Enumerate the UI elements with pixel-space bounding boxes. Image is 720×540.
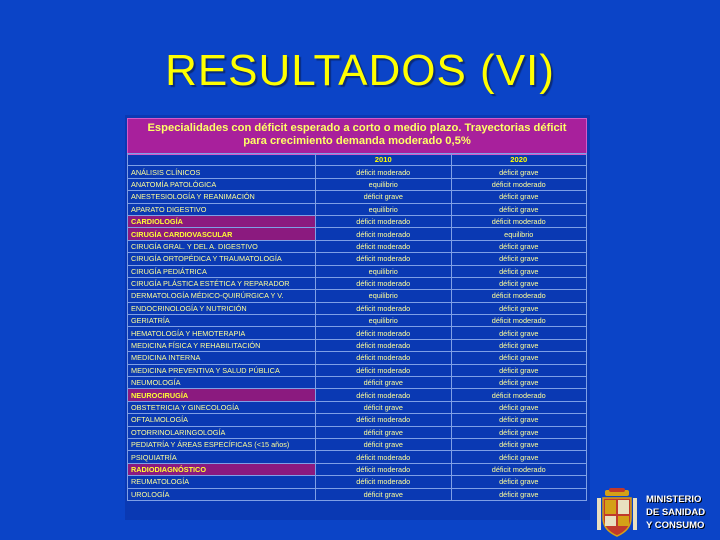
value-2010: déficit grave: [316, 488, 452, 500]
specialty-name: PSIQUIATRÍA: [128, 451, 316, 463]
table-row: [128, 401, 587, 413]
value-2020: déficit grave: [451, 327, 587, 339]
table-row: [128, 327, 587, 339]
column-header-2020: 2020: [451, 154, 587, 166]
ministry-line1: MINISTERIO: [646, 494, 702, 505]
value-2020: déficit grave: [451, 277, 587, 289]
table-row: [128, 166, 587, 178]
table-row: [128, 438, 587, 450]
value-2010: déficit moderado: [316, 215, 452, 227]
specialty-name: MEDICINA INTERNA: [128, 352, 316, 364]
table-row: [128, 203, 587, 215]
table-header: [127, 118, 587, 155]
value-2010: déficit moderado: [316, 463, 452, 475]
value-2020: déficit grave: [451, 166, 587, 178]
value-2010: déficit moderado: [316, 451, 452, 463]
specialty-name: DERMATOLOGÍA MÉDICO-QUIRÚRGICA Y V.: [128, 290, 316, 302]
coat-of-arms-icon: [597, 488, 637, 538]
column-header-specialty: [128, 154, 316, 166]
value-2020: déficit moderado: [451, 389, 587, 401]
value-2010: déficit moderado: [316, 389, 452, 401]
table-row: [128, 290, 587, 302]
specialty-name: MEDICINA PREVENTIVA Y SALUD PÚBLICA: [128, 364, 316, 376]
value-2020: déficit grave: [451, 377, 587, 389]
specialty-name: CIRUGÍA GRAL. Y DEL A. DIGESTIVO: [128, 240, 316, 252]
value-2010: déficit moderado: [316, 352, 452, 364]
table-row: [128, 228, 587, 240]
specialty-name: REUMATOLOGÍA: [128, 476, 316, 488]
value-2020: déficit grave: [451, 364, 587, 376]
column-header-2010: 2010: [316, 154, 452, 166]
value-2020: déficit grave: [451, 339, 587, 351]
value-2010: déficit moderado: [316, 253, 452, 265]
specialty-name: NEUROCIRUGÍA: [128, 389, 316, 401]
table-row: [128, 253, 587, 265]
specialty-name: OFTALMOLOGÍA: [128, 414, 316, 426]
specialty-name: MEDICINA FÍSICA Y REHABILITACIÓN: [128, 339, 316, 351]
specialty-name: CIRUGÍA PLÁSTICA ESTÉTICA Y REPARADOR: [128, 277, 316, 289]
specialty-name: ANESTESIOLOGÍA Y REANIMACIÓN: [128, 191, 316, 203]
table-row: [128, 178, 587, 190]
table-row: [128, 352, 587, 364]
table-row: [128, 315, 587, 327]
value-2020: déficit grave: [451, 476, 587, 488]
specialty-name: CARDIOLOGÍA: [128, 215, 316, 227]
value-2010: déficit moderado: [316, 302, 452, 314]
table-header-line1: Especialidades con déficit esperado a corto o medio plazo. Trayectorias déficit: [147, 122, 567, 134]
value-2010: déficit moderado: [316, 166, 452, 178]
table-row: [128, 451, 587, 463]
value-2020: déficit grave: [451, 253, 587, 265]
specialty-name: NEUMOLOGÍA: [128, 377, 316, 389]
specialty-name: ENDOCRINOLOGÍA Y NUTRICIÓN: [128, 302, 316, 314]
table-row: [128, 476, 587, 488]
table-row: [128, 463, 587, 475]
value-2020: déficit grave: [451, 438, 587, 450]
value-2010: déficit moderado: [316, 339, 452, 351]
specialty-name: HEMATOLOGÍA Y HEMOTERAPIA: [128, 327, 316, 339]
table-row: [128, 426, 587, 438]
value-2010: equilibrio: [316, 203, 452, 215]
value-2010: déficit moderado: [316, 476, 452, 488]
value-2010: déficit grave: [316, 401, 452, 413]
specialties-table: [125, 115, 590, 520]
value-2020: déficit grave: [451, 401, 587, 413]
value-2020: déficit grave: [451, 352, 587, 364]
value-2020: déficit moderado: [451, 463, 587, 475]
specialty-name: OTORRINOLARINGOLOGÍA: [128, 426, 316, 438]
table-header-line2: para crecimiento demanda moderado 0,5%: [243, 135, 471, 147]
value-2010: déficit moderado: [316, 228, 452, 240]
specialty-name: GERIATRÍA: [128, 315, 316, 327]
value-2020: déficit moderado: [451, 290, 587, 302]
table-row: [128, 265, 587, 277]
specialty-name: CIRUGÍA ORTOPÉDICA Y TRAUMATOLOGÍA: [128, 253, 316, 265]
specialty-name: ANATOMÍA PATOLÓGICA: [128, 178, 316, 190]
table-row: [128, 215, 587, 227]
table-row: [128, 377, 587, 389]
value-2020: déficit grave: [451, 302, 587, 314]
table-row: [128, 488, 587, 500]
ministry-logo-text: [646, 493, 720, 532]
value-2020: déficit grave: [451, 203, 587, 215]
value-2010: equilibrio: [316, 265, 452, 277]
value-2020: déficit grave: [451, 488, 587, 500]
specialty-name: UROLOGÍA: [128, 488, 316, 500]
table-row: [128, 339, 587, 351]
table-row: [128, 414, 587, 426]
table-row: [128, 240, 587, 252]
table-row: [128, 389, 587, 401]
value-2010: déficit grave: [316, 191, 452, 203]
value-2020: equilibrio: [451, 228, 587, 240]
value-2010: equilibrio: [316, 290, 452, 302]
table-row: [128, 191, 587, 203]
value-2010: déficit moderado: [316, 327, 452, 339]
value-2010: equilibrio: [316, 315, 452, 327]
value-2020: déficit moderado: [451, 178, 587, 190]
specialty-name: RADIODIAGNÓSTICO: [128, 463, 316, 475]
value-2010: equilibrio: [316, 178, 452, 190]
value-2010: déficit moderado: [316, 240, 452, 252]
ministry-line3: Y CONSUMO: [646, 520, 705, 531]
specialty-name: CIRUGÍA PEDIÁTRICA: [128, 265, 316, 277]
value-2020: déficit grave: [451, 265, 587, 277]
value-2020: déficit grave: [451, 240, 587, 252]
table-row: [128, 277, 587, 289]
value-2010: déficit moderado: [316, 277, 452, 289]
value-2020: déficit moderado: [451, 215, 587, 227]
value-2010: déficit grave: [316, 426, 452, 438]
value-2020: déficit grave: [451, 451, 587, 463]
specialty-name: APARATO DIGESTIVO: [128, 203, 316, 215]
value-2020: déficit grave: [451, 191, 587, 203]
specialty-name: OBSTETRICIA Y GINECOLOGÍA: [128, 401, 316, 413]
value-2020: déficit grave: [451, 414, 587, 426]
value-2010: déficit moderado: [316, 414, 452, 426]
deficit-grid: [127, 153, 587, 501]
value-2020: déficit moderado: [451, 315, 587, 327]
value-2010: déficit grave: [316, 438, 452, 450]
table-row: [128, 302, 587, 314]
specialty-name: PEDIATRÍA Y ÁREAS ESPECÍFICAS (<15 años): [128, 438, 316, 450]
ministry-line2: DE SANIDAD: [646, 507, 706, 518]
column-header-row: [128, 154, 587, 166]
value-2010: déficit grave: [316, 377, 452, 389]
table-row: [128, 364, 587, 376]
slide-title: RESULTADOS (VI): [165, 46, 555, 95]
value-2020: déficit grave: [451, 426, 587, 438]
specialty-name: ANÁLISIS CLÍNICOS: [128, 166, 316, 178]
value-2010: déficit moderado: [316, 364, 452, 376]
specialty-name: CIRUGÍA CARDIOVASCULAR: [128, 228, 316, 240]
